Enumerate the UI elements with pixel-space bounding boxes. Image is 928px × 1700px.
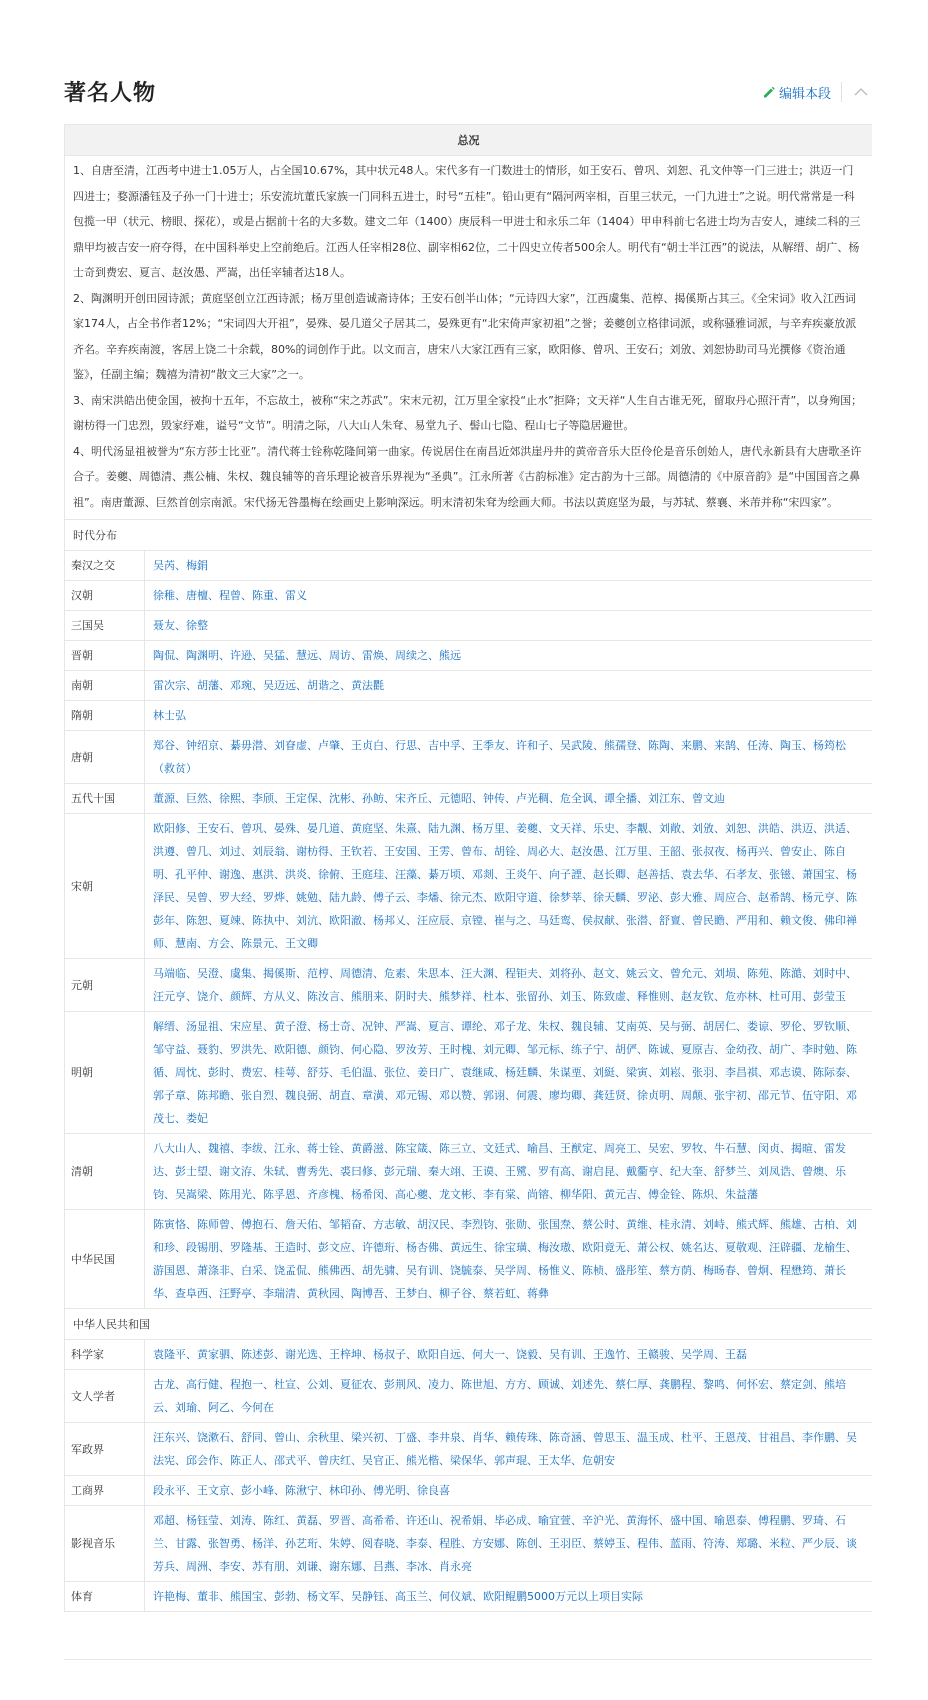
row-label: 清朝 xyxy=(65,1134,145,1210)
row-names[interactable]: 解缙、汤显祖、宋应星、黄子澄、杨士奇、况钟、严嵩、夏言、谭纶、邓子龙、朱权、魏良辅、艾南英、吴与弼、胡居仁、娄谅、罗伦、罗钦顺、邹守益、聂豹、罗洪先、欧阳德、颜钧、何心隐、罗汝芳、王时槐、刘元卿、邹元标、练子宁、胡俨、陈诚、夏原吉、金幼孜、胡广、李时勉、陈循、周忱、彭时、费宏、桂萼、舒芬、毛伯温、张位、姜日广、袁继咸、杨廷麟、朱谋垔、刘綎、梁寅、刘崧、张羽、李昌祺、邓志谟、陈际泰、郭子章、陈邦瞻、张自烈、魏良弼、胡直、章潢、邓元锡、邓以赞、郭诩、何震、廖均卿、龚廷贤、徐贞明、周颠、张宇初、邵元节、伍守阳、邓茂七、娄妃 xyxy=(145,1012,873,1134)
row-names[interactable]: 董源、巨然、徐熙、李颀、王定保、沈彬、孙鲂、宋齐丘、元德昭、钟传、卢光稠、危全讽、谭全播、刘江东、曾文辿 xyxy=(145,784,873,814)
table-row xyxy=(65,1506,873,1582)
table-row xyxy=(65,784,873,814)
row-names[interactable]: 汪东兴、饶漱石、舒同、曾山、余秋里、梁兴初、丁盛、李井泉、肖华、赖传珠、陈奇涵、曾思玉、温玉成、杜平、王恩茂、甘祖昌、李作鹏、吴法宪、邱会作、陈正人、邵式平、曾庆红、吴官正、熊光楷、梁保华、郭声琨、王太华、危朝安 xyxy=(145,1423,873,1476)
pencil-icon xyxy=(762,85,776,99)
summary-paragraph: 3、南宋洪皓出使金国，被拘十五年，不忘故土，被称“宋之苏武”。宋末元初，江万里全家投“止水”拒降；文天祥“人生自古谁无死，留取丹心照汗青”，以身殉国；谢枋得一门忠烈，毁家纾难，谥号“文节”。明清之际，八大山人朱耷、易堂九子、髻山七隐、程山七子等隐居避世。 xyxy=(73,393,863,432)
table-row xyxy=(65,551,873,581)
table-row xyxy=(65,641,873,671)
row-label: 中华民国 xyxy=(65,1210,145,1309)
row-names[interactable]: 袁隆平、黄家驷、陈述彭、谢光选、王梓坤、杨叔子、欧阳自远、何大一、饶毅、吴有训、王逸竹、王赣骏、吴学周、王磊 xyxy=(145,1340,873,1370)
row-names[interactable]: 陶侃、陶渊明、许逊、吴猛、慧远、周访、雷焕、周续之、熊远 xyxy=(145,641,873,671)
table-row xyxy=(65,581,873,611)
summary-row xyxy=(65,156,873,520)
table-row xyxy=(65,1134,873,1210)
row-label: 体育 xyxy=(65,1582,145,1612)
table-row xyxy=(65,1340,873,1370)
table-row xyxy=(65,701,873,731)
summary-paragraph: 4、明代汤显祖被誉为“东方莎士比亚”。清代蒋士铨称乾隆间第一曲家。传说居住在南昌近郊洪崖丹井的黄帝音乐大臣伶伦是音乐创始人，唐代永新县有大唐歌圣许合子。姜夔、周德清、燕公楠、朱权、魏良辅等的音乐理论被音乐界视为“圣典”。江永所著《古韵标准》定古韵为十三部。周德清的《中原音韵》是“中国国音之鼻祖”。南唐董源、巨然首创宗南派。宋代扬无咎墨梅在绘画史上影响深远。明末清初朱耷为绘画大师。书法以黄庭坚为最，与苏轼、蔡襄、米芾并称“宋四家”。 xyxy=(73,444,862,509)
row-label: 工商界 xyxy=(65,1476,145,1506)
divider xyxy=(841,82,842,102)
row-names[interactable]: 古龙、高行健、程抱一、杜宣、公刘、夏征农、彭荆风、凌力、陈世旭、方方、顾诚、刘述先、蔡仁厚、龚鹏程、黎鸣、何怀宏、蔡定剑、熊培云、刘瑜、阿乙、今何在 xyxy=(145,1370,873,1423)
chevron-up-icon[interactable] xyxy=(850,81,872,103)
row-label: 军政界 xyxy=(65,1423,145,1476)
row-names[interactable]: 八大山人、魏禧、李绂、江永、蒋士铨、黄爵滋、陈宝箴、陈三立、文廷式、喻昌、王猷定、周亮工、吴宏、罗牧、牛石慧、闵贞、揭暄、雷发达、彭士望、谢文洊、朱轼、曹秀先、裘曰修、彭元瑞、秦大翊、王谟、王騭、罗有高、谢启昆、戴衢亨、纪大奎、舒梦兰、刘凤诰、曾燠、乐钧、吴嵩梁、陈用光、陈孚恩、齐彦槐、杨希闵、高心夔、龙文彬、李有棠、尚镕、柳华阳、黄元吉、傅金铨、陈炽、朱益藩 xyxy=(145,1134,873,1210)
summary-paragraph: 1、自唐至清，江西考中进士1.05万人，占全国10.67%，其中状元48人。宋代多有一门数进士的情形，如王安石、曾巩、刘恕、孔文仲等一门三进士；洪迈一门四进士；婺源潘钰及子孙一门十进士；乐安流坑董氏家族一门同科五进士，时号“五桂”。铅山更有“隔河两宰相，百里三状元，一门九进士”之说。明代常常是一科包揽一甲（状元、榜眼、探花），或是占据前十名的大多数。建文二年（1400）庚辰科一甲进士和永乐二年（1404）甲申科前七名进士均为吉安人，連续二科的三鼎甲均被吉安一府夺得，在中国科举史上空前绝后。江西人任宰相28位、副宰相62位，二十四史立传者500余人。明代有“朝士半江西”的说法，从解缙、胡广、杨士奇到费宏、夏言、赵汝愚、严嵩，出任宰辅者达18人。 xyxy=(73,164,861,279)
famous-people-table xyxy=(64,124,872,1612)
table-row xyxy=(65,731,873,784)
edit-section-button[interactable] xyxy=(762,83,831,102)
famous-people-table-wrapper xyxy=(64,124,872,1660)
row-names[interactable]: 徐稚、唐檀、程曾、陈重、雷义 xyxy=(145,581,873,611)
table-row xyxy=(65,1476,873,1506)
row-names[interactable]: 段永平、王文京、彭小峰、陈湫宁、林印孙、傅光明、徐良喜 xyxy=(145,1476,873,1506)
section-header xyxy=(64,72,872,112)
edit-section-label: 编辑本段 xyxy=(778,86,831,102)
row-label: 宋朝 xyxy=(65,814,145,959)
row-label: 三国吴 xyxy=(65,611,145,641)
row-label: 影视音乐 xyxy=(65,1506,145,1582)
header-actions xyxy=(762,80,872,104)
table-row xyxy=(65,1582,873,1612)
row-names[interactable]: 雷次宗、胡藩、邓琬、吴迈远、胡谐之、黄法氍 xyxy=(145,671,873,701)
row-label: 晋朝 xyxy=(65,641,145,671)
summary-cell xyxy=(65,156,873,520)
era-header-row xyxy=(65,520,873,551)
row-label: 明朝 xyxy=(65,1012,145,1134)
summary-header: 总况 xyxy=(65,125,873,156)
row-names[interactable]: 吴芮、梅鋗 xyxy=(145,551,873,581)
era-header: 时代分布 xyxy=(65,520,873,551)
table-row xyxy=(65,1012,873,1134)
table-row xyxy=(65,1210,873,1309)
prc-header: 中华人民共和国 xyxy=(65,1309,873,1340)
table-row xyxy=(65,1423,873,1476)
prc-header-row xyxy=(65,1309,873,1340)
row-names[interactable]: 陈寅恪、陈师曾、傅抱石、詹天佑、邹韬奋、方志敏、胡汉民、李烈钧、张勋、张国焘、蔡公时、黄维、桂永清、刘峙、熊式辉、熊雄、古柏、刘和珍、段锡朋、罗隆基、王造时、彭文应、许德珩、杨杏佛、黄远生、徐宝璜、梅汝璈、欧阳竟无、萧公权、姚名达、夏敬观、汪辟疆、龙榆生、游国恩、萧涤非、白采、饶孟侃、熊佛西、胡先骕、吴有训、饶毓泰、吴学周、杨惟义、陈桢、盛彤笙、蔡方荫、梅旸春、曾炯、程懋筠、萧长华、查阜西、汪野亭、李瑞清、黄秋园、陶博吾、王梦白、柳子谷、蔡若虹、蒋彝 xyxy=(145,1210,873,1309)
row-label: 秦汉之交 xyxy=(65,551,145,581)
row-names[interactable]: 聂友、徐整 xyxy=(145,611,873,641)
row-label: 五代十国 xyxy=(65,784,145,814)
table-row xyxy=(65,611,873,641)
row-names[interactable]: 郑谷、钟绍京、綦毋潜、刘眘虚、卢肇、王贞白、行思、吉中孚、王季友、许和子、吴武陵、熊孺登、陈陶、来鹏、来鹄、任涛、陶玉、杨筠松（救贫） xyxy=(145,731,873,784)
row-label: 隋朝 xyxy=(65,701,145,731)
row-names[interactable]: 林士弘 xyxy=(145,701,873,731)
row-label: 文人学者 xyxy=(65,1370,145,1423)
table-row xyxy=(65,959,873,1012)
table-row xyxy=(65,1370,873,1423)
row-label: 元朝 xyxy=(65,959,145,1012)
table-row xyxy=(65,814,873,959)
row-label: 唐朝 xyxy=(65,731,145,784)
section-title: 著名人物 xyxy=(64,81,157,106)
row-names[interactable]: 邓超、杨钰莹、刘涛、陈红、黄磊、罗晋、高希希、许还山、祝希娟、毕必成、喻宜萱、辛沪光、黄海怀、盛中国、喻恩泰、傅程鹏、罗琦、石兰、甘露、张智勇、杨洋、孙艺珩、朱婷、阅春晓、李泰、程胜、方安娜、陈创、王羽臣、蔡婷玉、程伟、蓝雨、符涛、郑璐、米粒、严少辰、谈芳兵、周洲、李安、苏有朋、刘谦、谢东娜、吕燕、李冰、肖永亮 xyxy=(145,1506,873,1582)
row-label: 汉朝 xyxy=(65,581,145,611)
row-names[interactable]: 欧阳修、王安石、曾巩、晏殊、晏几道、黄庭坚、朱熹、陆九渊、杨万里、姜夔、文天祥、乐史、李觏、刘敞、刘攽、刘恕、洪皓、洪迈、洪适、洪遵、曾几、刘过、刘辰翁、谢枋得、王钦若、王安国、王雱、曾布、胡铨、周必大、赵汝愚、江万里、王韶、张叔夜、杨再兴、曾安止、陈自明、孔平仲、谢逸、惠洪、洪炎、徐俯、王庭珪、汪藻、綦万顷、邓剡、王炎午、向子諲、赵长卿、赵善括、袁去华、石孝友、张镃、萧国宝、杨泽民、吴曾、罗大经、罗烨、姚勉、陆九龄、傅子云、李燔、徐元杰、欧阳守道、徐梦莘、徐天麟、罗泌、彭大雅、周应合、赵希鹄、杨元亨、陈彭年、陈恕、夏竦、陈执中、刘沆、欧阳澈、杨邦乂、汪应辰、京镗、崔与之、马廷鸾、侯叔献、张潜、舒亶、曾民瞻、严用和、赖文俊、佛印禅师、慧南、方会、陈景元、王文卿 xyxy=(145,814,873,959)
row-label: 科学家 xyxy=(65,1340,145,1370)
row-names[interactable]: 马端临、吴澄、虞集、揭傒斯、范梈、周德清、危素、朱思本、汪大渊、程钜夫、刘将孙、赵文、姚云文、曾允元、刘埙、陈苑、陈澔、刘时中、汪元亨、饶介、颜辉、方从义、陈汝言、熊朋来、阴时夫、熊梦祥、杜本、张留孙、刘玉、陈致虚、释惟则、赵友钦、危亦林、杜可用、彭莹玉 xyxy=(145,959,873,1012)
row-names[interactable]: 许艳梅、董非、熊国宝、彭勃、杨文军、吴静钰、高玉兰、何仪斌、欧阳鲲鹏5000万元以上项目实际 xyxy=(145,1582,873,1612)
row-label: 南朝 xyxy=(65,671,145,701)
table-row xyxy=(65,671,873,701)
summary-paragraph: 2、陶渊明开创田园诗派；黄庭坚创立江西诗派；杨万里创造诚斋诗体；王安石创半山体；“元诗四大家”，江西虞集、范椁、揭傒斯占其三。《全宋词》收入江西词家174人，占全书作者12%；“宋词四大开祖”，晏殊、晏几道父子居其二，晏殊更有“北宋倚声家初祖”之誉；姜夔创立格律词派，或称骚雅词派，与辛弃疾豪放派齐名。辛弃疾南渡，客居上饶二十余载，80%的词创作于此。以文而言，唐宋八大家江西有三家，欧阳修、曾巩、王安石；刘攽、刘恕协助司马光撰修《资治通鉴》，任副主编；魏禧为清初“散文三大家”之一。 xyxy=(73,291,857,381)
summary-header-row xyxy=(65,125,873,156)
